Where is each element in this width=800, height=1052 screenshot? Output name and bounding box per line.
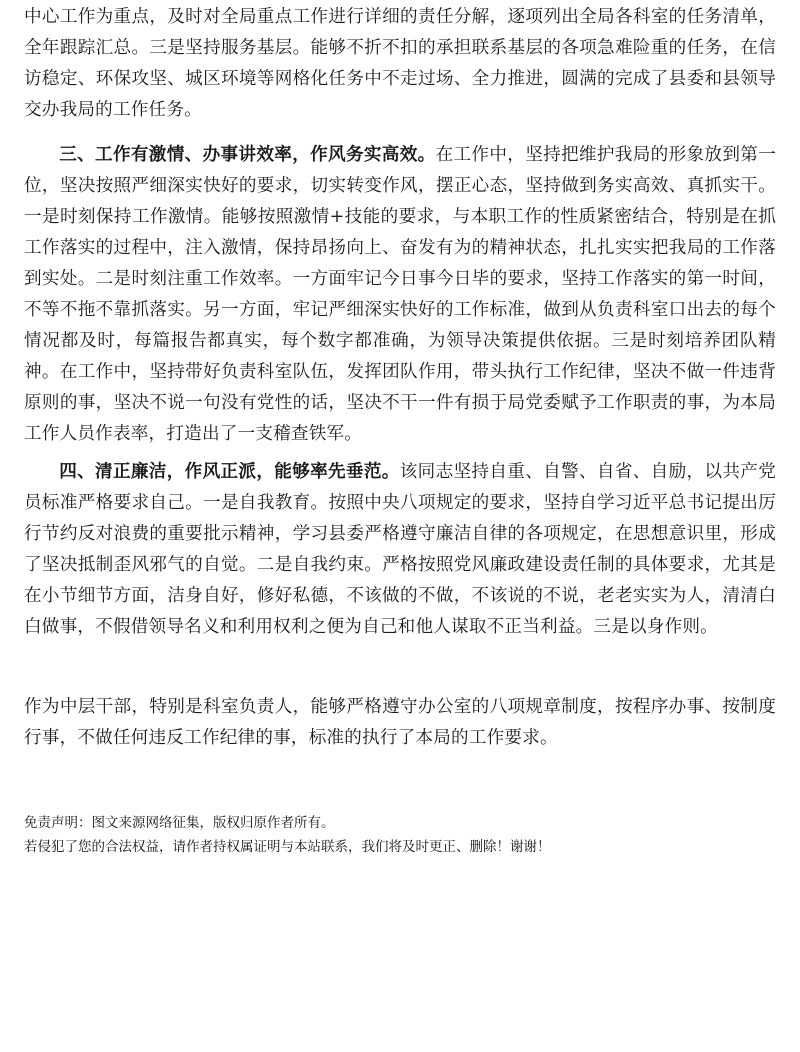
section-four-body: 该同志坚持自重、自警、自省、自励，以共产党员标准严格要求自己。一是自我教育。按照中央八项规定的要求，坚持自学习近平总书记提出厉行节约反对浪费的重要批示精神，学习县委严格遵守廉洁自律的各项规定，在思想意识里，形成了坚决抵制歪风邪气的自觉。二是自我约束。严格按照党风廉政建设责任制的具体要求，尤其是在小节细节方面，洁身自好，修好私德，不该做的不做，不该说的不说，老老实实为人，清清白白做事，不假借领导名义和利用权利之便为自己和他人谋取不正当利益。三是以身作则。 <box>24 462 776 637</box>
paragraph-section-three <box>24 139 776 450</box>
section-three-body: 在工作中，坚持把维护我局的形象放到第一位，坚决按照严细深实快好的要求，切实转变作风，摆正心态，坚持做到务实高效、真抓实干。一是时刻保持工作激情。能够按照激情+技能的要求，与本职工作的性质紧密结合，特别是在抓工作落实的过程中，注入激情，保持昂扬向上、奋发有为的精神状态，扎扎实实把我局的工作落到实处。二是时刻注重工作效率。一方面牢记今日事今日毕的要求，坚持工作落实的第一时间，不等不拖不靠抓落实。另一方面，牢记严细深实快好的工作标准，做到从负责科室口出去的每个情况都及时，每篇报告都真实，每个数字都准确，为领导决策提供依据。三是时刻培养团队精神。在工作中，坚持带好负责科室队伍，发挥团队作用，带头执行工作纪律，坚决不做一件违背原则的事，坚决不说一句没有党性的话，坚决不干一件有损于局党委赋予工作职责的事，为本局工作人员作表率，打造出了一支稽查铁军。 <box>24 145 776 444</box>
paragraph-continuation: 中心工作为重点，及时对全局重点工作进行详细的责任分解，逐项列出全局各科室的任务清单，全年跟踪汇总。三是坚持服务基层。能够不折不扣的承担联系基层的各项急难险重的任务，在信访稳定、环保攻坚、城区环境等网格化任务中不走过场、全力推进，圆满的完成了县委和县领导交办我局的工作任务。 <box>24 7 776 120</box>
section-three-heading: 三、工作有激情、办事讲效率，作风务实高效。 <box>59 144 436 165</box>
section-four-heading: 四、清正廉洁，作风正派，能够率先垂范。 <box>59 461 400 482</box>
paragraph-conclusion: 作为中层干部，特别是科室负责人，能够严格遵守办公室的八项规章制度，按程序办事、按制度行事，不做任何违反工作纪律的事，标准的执行了本局的工作要求。 <box>24 697 776 748</box>
paragraph-section-four <box>24 456 776 643</box>
disclaimer-line-2: 若侵犯了您的合法权益，请作者持权属证明与本站联系，我们将及时更正、删除！谢谢！ <box>24 839 551 855</box>
disclaimer-line-1: 免责声明：图文来源网络征集，版权归原作者所有。 <box>24 815 335 831</box>
